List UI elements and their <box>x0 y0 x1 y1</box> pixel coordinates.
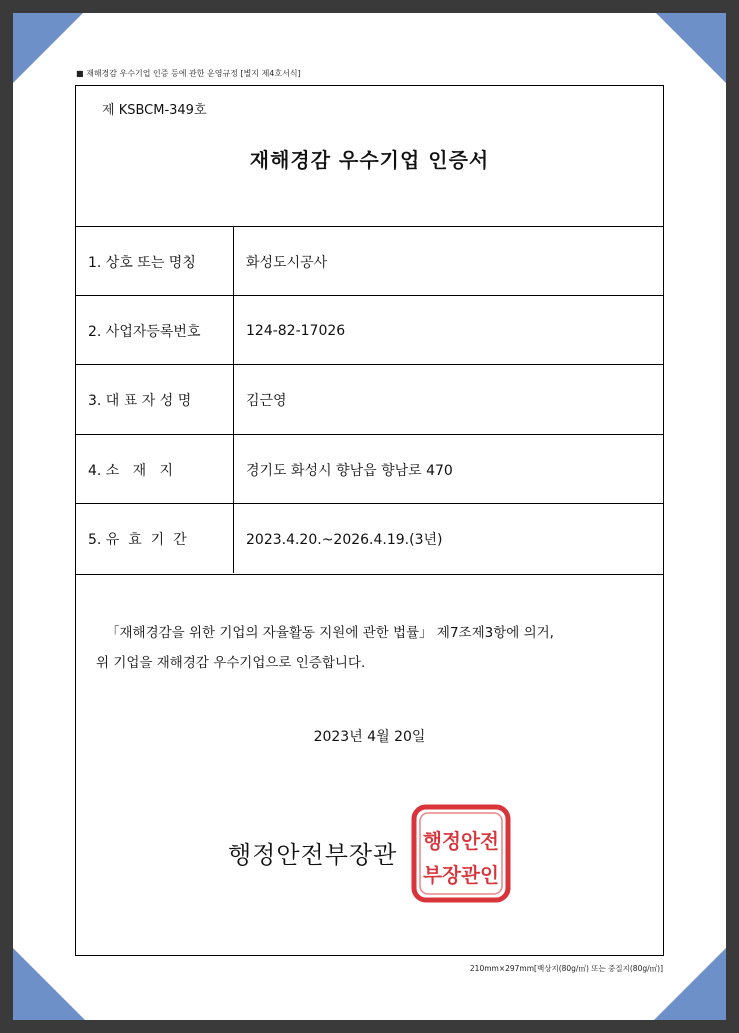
field-label: 4. 소 재 지 <box>76 435 234 504</box>
field-label: 2. 사업자등록번호 <box>76 296 234 365</box>
field-row-registration-number <box>76 295 663 365</box>
field-value: 경기도 화성시 향남읍 향남로 470 <box>246 462 453 479</box>
field-value: 124-82-17026 <box>246 322 346 339</box>
field-value: 화성도시공사 <box>246 254 328 271</box>
certificate-title: 재해경감 우수기업 인증서 <box>249 148 490 172</box>
field-row-address <box>76 434 663 504</box>
field-label: 3. 대 표 자 성 명 <box>76 365 234 434</box>
certificate-number: 제 KSBCM-349호 <box>102 103 207 118</box>
corner-decoration-bottom-left <box>13 948 85 1020</box>
statement-line-1: 「재해경감을 위한 기업의 자율활동 지원에 관한 법률」 제7조제3항에 의거, <box>106 625 554 641</box>
field-label: 5. 유 효 기 간 <box>76 504 234 573</box>
statement-line-2: 위 기업을 재해경감 우수기업으로 인증합니다. <box>96 655 366 671</box>
corner-decoration-top-right <box>656 13 726 83</box>
field-value: 2023.4.20.~2026.4.19.(3년) <box>246 531 443 548</box>
paper-spec-note: 210mm×297mm[백상지(80g/㎡) 또는 중질지(80g/㎡)] <box>469 964 663 973</box>
field-row-validity-period <box>76 503 663 575</box>
svg-text:부장관인: 부장관인 <box>423 863 499 887</box>
field-label: 1. 상호 또는 명칭 <box>76 227 234 296</box>
certification-statement <box>96 618 656 678</box>
issuer-name: 행정안전부장관 <box>228 841 398 869</box>
certificate-page <box>13 13 726 1020</box>
field-row-name <box>76 226 663 296</box>
svg-text:행정안전: 행정안전 <box>423 829 499 853</box>
issue-date: 2023년 4월 20일 <box>313 729 426 745</box>
form-reference-note: ■ 재해경감 우수기업 인증 등에 관한 운영규정 [별지 제4호서식] <box>76 69 301 78</box>
certificate-frame <box>75 85 664 956</box>
official-seal <box>411 804 511 903</box>
corner-decoration-bottom-right <box>654 948 726 1020</box>
field-row-representative <box>76 364 663 434</box>
corner-decoration-top-left <box>13 13 83 83</box>
field-value: 김근영 <box>246 392 287 409</box>
